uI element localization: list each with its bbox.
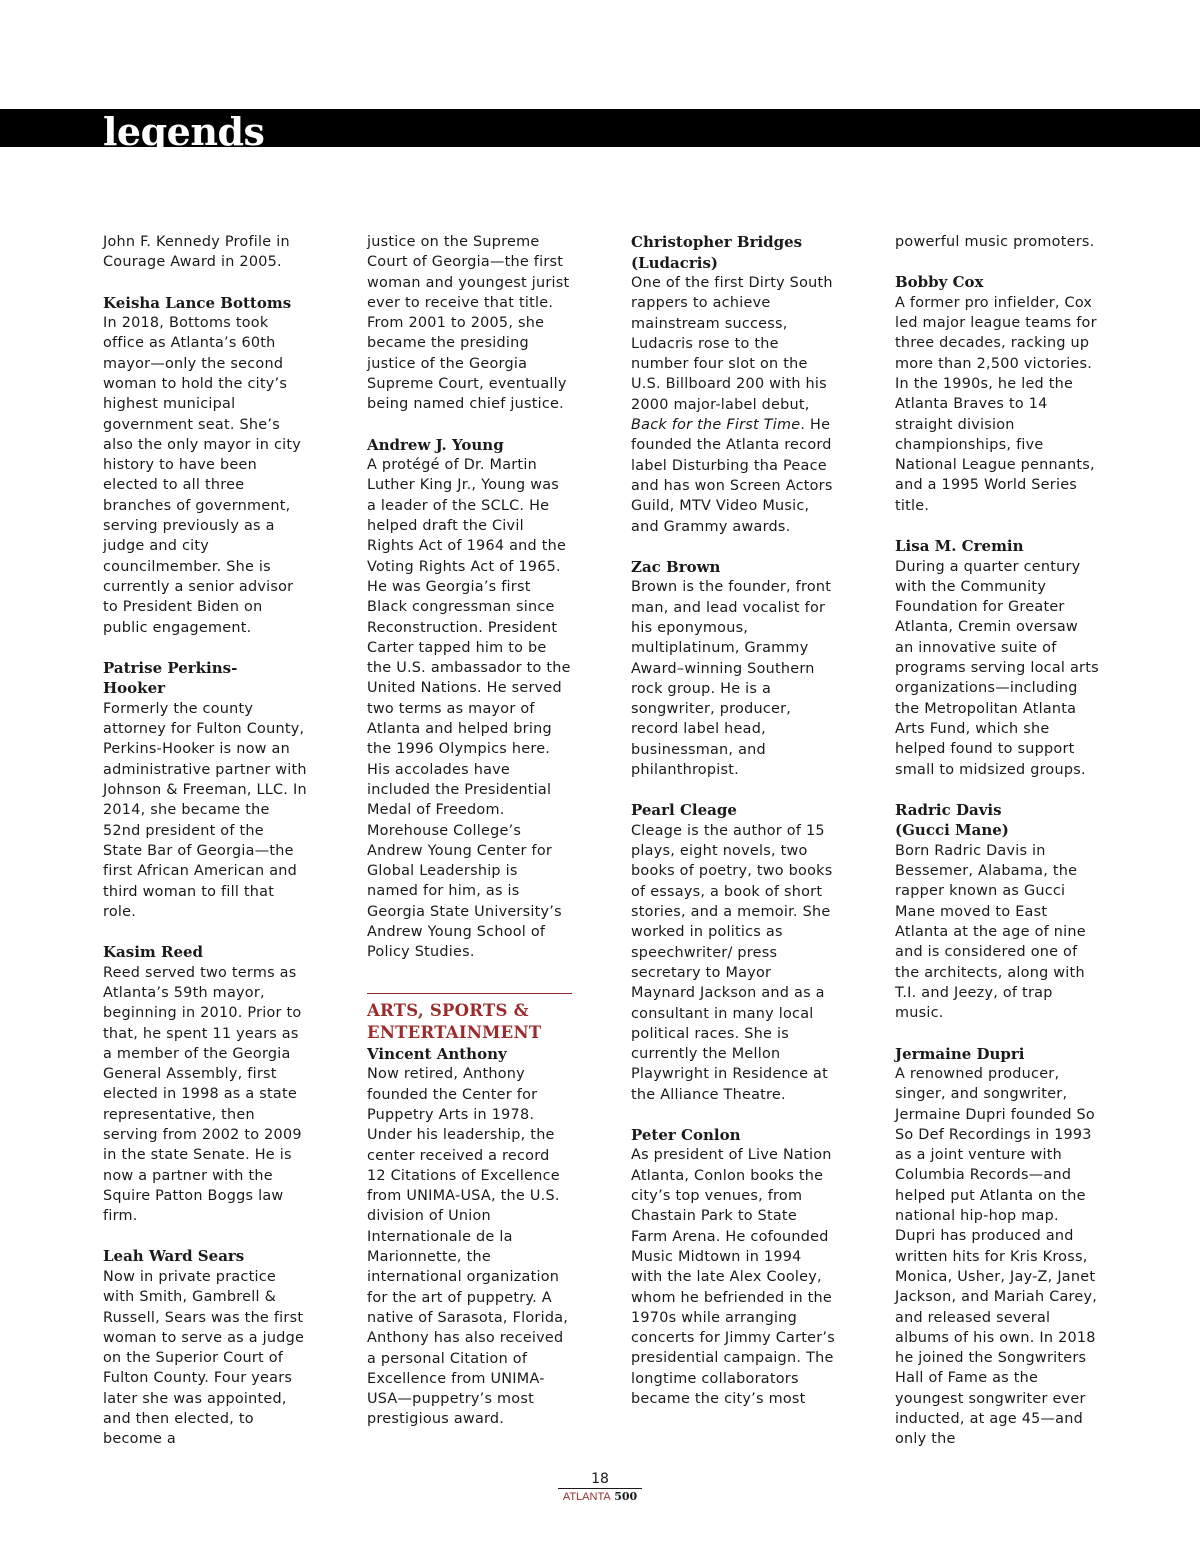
entry-bio: A protégé of Dr. Martin Luther King Jr., Young was a leader of the SCLC. He helped draft the Civil Rights Act of 1964 and the Voting Rights Act of 1965. He was Georgia’s first Black congressman since Reconstruction. President Carter tapped him to be the U.S. ambassador to the United Nations. He served two terms as mayor of Atlanta and helped bring the 1996 Olympics here. His accolades have included the Presidential Medal of Freedom. Morehouse College’s Andrew Young Center for Global Leadership is named for him, as is Georgia State University’s Andrew Young School of Policy Studies. bbox=[367, 457, 571, 961]
entry-bio: powerful music promoters. bbox=[895, 234, 1095, 250]
entry-bio: John F. Kennedy Profile in Courage Award in 2005. bbox=[103, 234, 290, 271]
page-number: 18 bbox=[591, 1471, 609, 1487]
entry-bio: Now in private practice with Smith, Gambrell & Russell, Sears was the first woman to serve as a judge on the Superior Court of Fulton County. Four years later she was appointed, and then elected, to become a bbox=[103, 1268, 305, 1448]
entry-continued bbox=[103, 232, 308, 273]
entry-bio: Brown is the founder, front man, and lead vocalist for his eponymous, multiplatinum, Grammy Award–winning Southern rock group. He is a songwriter, producer, record label head, businessman, and philanthropist. bbox=[631, 579, 832, 779]
brand-word: ATLANTA bbox=[562, 1491, 611, 1503]
entry-name: Jermaine Dupri bbox=[895, 1044, 1025, 1063]
entry-radric-davis bbox=[895, 800, 1100, 1024]
entry-christopher-bridges bbox=[631, 232, 836, 537]
entry-bio: Now retired, Anthony founded the Center for Puppetry Arts in 1978. Under his leadership, the center received a record 12 Citations of Excellence from UNIMA-USA, the U.S. division of Union Internationale de la Marionnette, the international organization for the art of puppetry. A native of Sarasota, Florida, Anthony has also received a personal Citation of Excellence from UNIMA-USA—puppetry’s most prestigious award. bbox=[367, 1066, 569, 1428]
entry-vincent-anthony bbox=[367, 1044, 572, 1430]
entry-name: Keisha Lance Bottoms bbox=[103, 293, 292, 312]
column-3 bbox=[631, 232, 836, 1409]
entry-name: Kasim Reed bbox=[103, 943, 204, 962]
entry-bio: Cleage is the author of 15 plays, eight novels, two books of poetry, two books of essays, a book of short stories, and a memoir. She worked in politics as speechwriter/ press secretary to Mayor Maynard Jackson and as a consultant in many local political races. She is currently the Mellon Playwright in Residence at the Alliance Theatre. bbox=[631, 822, 833, 1103]
entry-keisha-lance-bottoms bbox=[103, 293, 308, 638]
entry-lisa-m-cremin bbox=[895, 536, 1100, 780]
brand-number: 500 bbox=[614, 1490, 638, 1503]
category-heading: ARTS, SPORTS & ENTERTAINMENT bbox=[367, 1000, 542, 1042]
entry-name: Zac Brown bbox=[631, 557, 721, 576]
entry-name: Pearl Cleage bbox=[631, 801, 737, 820]
entry-name: Peter Conlon bbox=[631, 1125, 741, 1144]
section-title: legends bbox=[103, 109, 265, 154]
bio-text: One of the first Dirty South rappers to achieve mainstream success, Ludacris rose to the number four slot on the U.S. Billboard 200 with his 2000 major-label debut, bbox=[631, 275, 833, 413]
entry-continued bbox=[367, 232, 572, 415]
entry-zac-brown bbox=[631, 557, 836, 780]
entry-leah-ward-sears bbox=[103, 1246, 308, 1449]
entry-bio: A former pro infielder, Cox led major league teams for three decades, racking up more than 2,500 victories. In the 1990s, he led the Atlanta Braves to 14 straight division championships, five National League pennants, and a 1995 World Series title. bbox=[895, 294, 1097, 514]
album-title: Back for the First Time bbox=[631, 417, 801, 434]
entry-name: Bobby Cox bbox=[895, 273, 984, 292]
entry-name: Andrew J. Young bbox=[367, 435, 504, 454]
entry-name: Leah Ward Sears bbox=[103, 1247, 245, 1266]
entry-bobby-cox bbox=[895, 272, 1100, 516]
entry-peter-conlon bbox=[631, 1125, 836, 1409]
entry-bio: As president of Live Nation Atlanta, Conlon books the city’s top venues, from Chastain Park to State Farm Arena. He cofounded Music Midtown in 1994 with the late Alex Cooley, whom he befriended in the 1970s while arranging concerts for Jimmy Carter’s presidential campaign. The longtime collaborators became the city’s most bbox=[631, 1147, 835, 1408]
publication-brand bbox=[540, 1489, 660, 1505]
entry-jermaine-dupri bbox=[895, 1044, 1100, 1450]
column-2 bbox=[367, 232, 572, 1430]
column-4 bbox=[895, 232, 1100, 1450]
entry-bio: Formerly the county attorney for Fulton County, Perkins-Hooker is now an administrative partner with Johnson & Freeman, LLC. In 2014, she became the 52nd president of the State Bar of Georgia—the first African American and third woman to fill that role. bbox=[103, 700, 307, 920]
entry-bio: In 2018, Bottoms took office as Atlanta’s 60th mayor—only the second woman to hold the city’s highest municipal government seat. She’s also the only mayor in city history to have been elected to all three branches of government, serving previously as a judge and city councilmember. She is currently a senior advisor to President Biden on public engagement. bbox=[103, 315, 302, 636]
entry-name: Christopher Bridges (Ludacris) bbox=[631, 233, 803, 272]
entry-continued bbox=[895, 232, 1100, 252]
entry-bio: Born Radric Davis in Bessemer, Alabama, the rapper known as Gucci Mane moved to East Atlanta at the age of nine and is considered one of the architects, along with T.I. and Jeezy, of trap music. bbox=[895, 842, 1086, 1022]
page-footer bbox=[540, 1470, 660, 1505]
entry-bio: Reed served two terms as Atlanta’s 59th mayor, beginning in 2010. Prior to that, he spent 11 years as a member of the Georgia General Assembly, first elected in 1998 as a state representative, then serving from 2002 to 2009 in the state Senate. He is now a partner with the Squire Patton Boggs law firm. bbox=[103, 964, 302, 1225]
entry-bio: A renowned producer, singer, and songwriter, Jermaine Dupri founded So So Def Recordings in 1993 as a joint venture with Columbia Records—and helped put Atlanta on the national hip-hop map. Dupri has produced and written hits for Kris Kross, Monica, Usher, Jay-Z, Janet Jackson, and Mariah Carey, and released several albums of his own. In 2018 he joined the Songwriters Hall of Fame as the youngest songwriter ever inducted, at age 45—and only the bbox=[895, 1066, 1098, 1448]
entry-name: Vincent Anthony bbox=[367, 1044, 507, 1063]
entry-name: Radric Davis (Gucci Mane) bbox=[895, 800, 1009, 840]
entry-bio: During a quarter century with the Community Foundation for Greater Atlanta, Cremin oversaw an innovative suite of programs serving local arts organizations—including the Metropolitan Atlanta Arts Fund, which she helped found to support small to midsized groups. bbox=[895, 558, 1099, 778]
entry-name: Patrise Perkins-Hooker bbox=[103, 658, 238, 698]
category-divider bbox=[367, 993, 572, 994]
entry-bio bbox=[631, 273, 836, 537]
column-1 bbox=[103, 232, 308, 1450]
entry-name: Lisa M. Cremin bbox=[895, 537, 1024, 556]
bio-text: . He founded the Atlanta record label Disturbing tha Peace and has won Screen Actors Guild, MTV Video Music, and Grammy awards. bbox=[631, 417, 833, 535]
entry-bio: justice on the Supreme Court of Georgia—the first woman and youngest jurist ever to receive that title. From 2001 to 2005, she became the presiding justice of the Georgia Supreme Court, eventually being named chief justice. bbox=[367, 234, 570, 413]
entry-andrew-j-young bbox=[367, 435, 572, 963]
entry-kasim-reed bbox=[103, 942, 308, 1226]
entry-pearl-cleage bbox=[631, 800, 836, 1105]
entry-patrise-perkins-hooker bbox=[103, 658, 308, 922]
